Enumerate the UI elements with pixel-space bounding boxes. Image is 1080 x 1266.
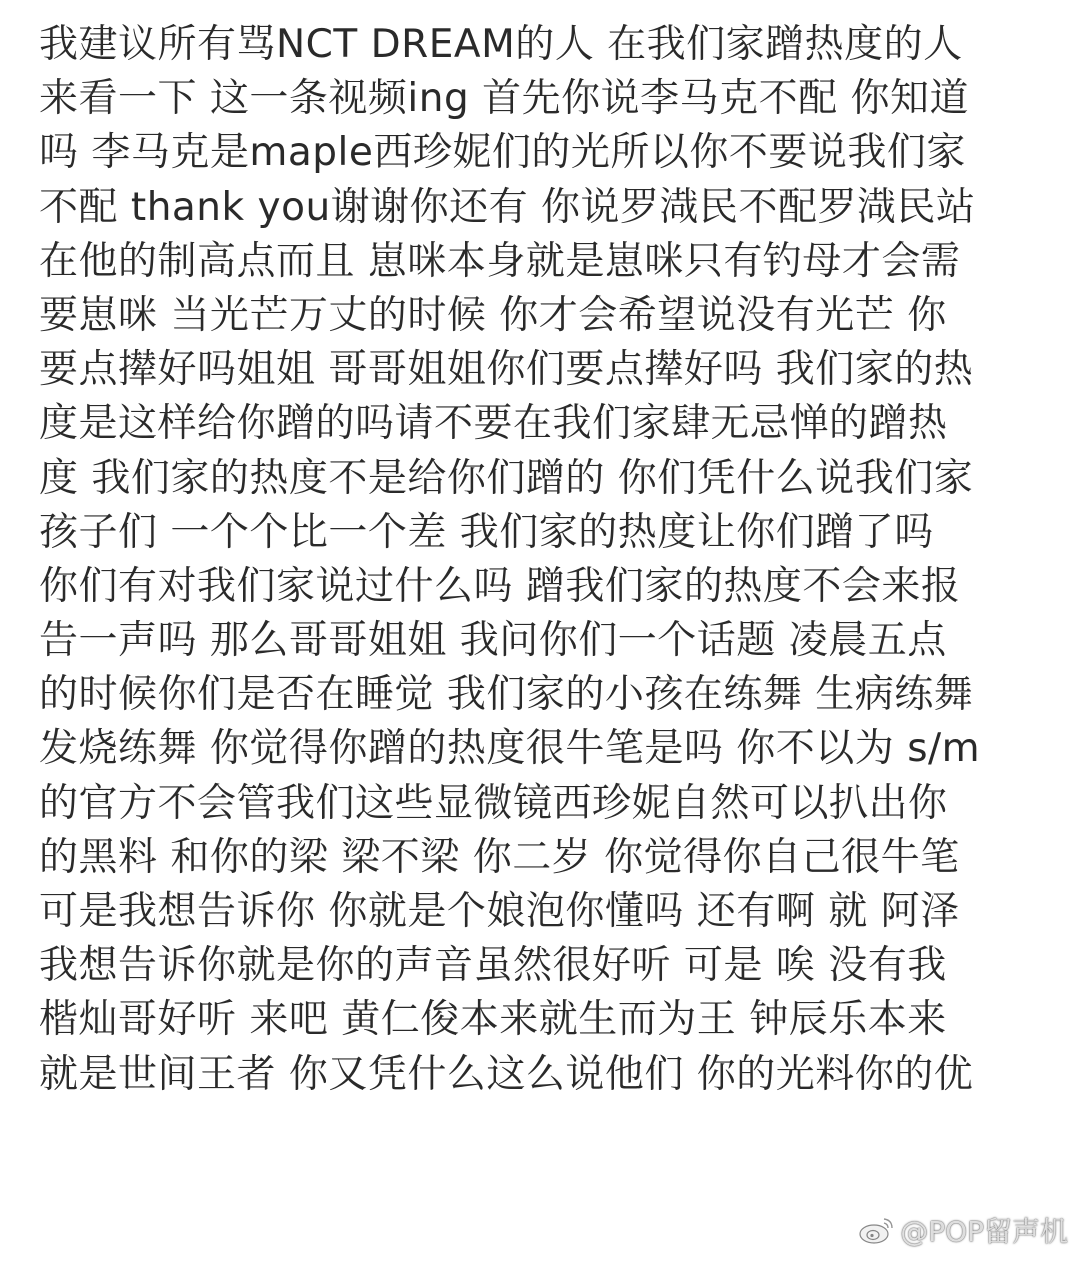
post-line: 孩子们 一个个比一个差 我们家的热度让你们蹭了吗 (39, 509, 934, 555)
post-line: 吗 李马克是maple西珍妮们的光所以你不要说我们家 (39, 130, 966, 176)
post-line: 要点撵好吗姐姐 哥哥姐姐你们要点撵好吗 我们家的热 (39, 347, 974, 393)
post-line: 你们有对我们家说过什么吗 蹭我们家的热度不会来报 (39, 563, 961, 609)
weibo-logo-icon (858, 1215, 896, 1245)
post-line: 在他的制高点而且 崽咪本身就是崽咪只有钓母才会需 (39, 238, 961, 284)
post-line: 楷灿哥好听 来吧 黄仁俊本来就生而为王 钟辰乐本来 (39, 997, 947, 1043)
post-line: 可是我想告诉你 你就是个娘泡你懂吗 还有啊 就 阿泽 (39, 889, 960, 934)
post-line: 就是世间王者 你又凭什么这么说他们 你的光料你的优 (39, 1051, 974, 1097)
watermark (858, 1210, 1068, 1250)
post-body-text (39, 18, 1049, 1102)
post-line: 的官方不会管我们这些显微镜西珍妮自然可以扒出你 (39, 780, 948, 826)
post-line: 的黑料 和你的梁 梁不梁 你二岁 你觉得你自己很牛笔 (39, 834, 960, 880)
post-line: 的时候你们是否在睡觉 我们家的小孩在练舞 生病练舞 (39, 672, 974, 718)
post-line: 告一声吗 那么哥哥姐姐 我问你们一个话题 凌晨五点 (39, 618, 947, 664)
post-line: 发烧练舞 你觉得你蹭的热度很牛笔是吗 你不以为 s/m (39, 726, 981, 772)
post-line: 我想告诉你就是你的声音虽然很好听 可是 唉 没有我 (39, 943, 947, 989)
post-line: 不配 thank you谢谢你还有 你说罗渽民不配罗渽民站 (39, 184, 976, 230)
post-line: 来看一下 这一条视频ing 首先你说李马克不配 你知道 (39, 76, 970, 122)
post-line: 度 我们家的热度不是给你们蹭的 你们凭什么说我们家 (39, 455, 974, 501)
post-line: 度是这样给你蹭的吗请不要在我们家肆无忌惮的蹭热 (39, 401, 948, 447)
post-line: 要崽咪 当光芒万丈的时候 你才会希望说没有光芒 你 (39, 292, 947, 338)
watermark-text: @POP留声机 (900, 1215, 1068, 1248)
post-line: 我建议所有骂NCT DREAM的人 在我们家蹭热度的人 (39, 22, 963, 67)
